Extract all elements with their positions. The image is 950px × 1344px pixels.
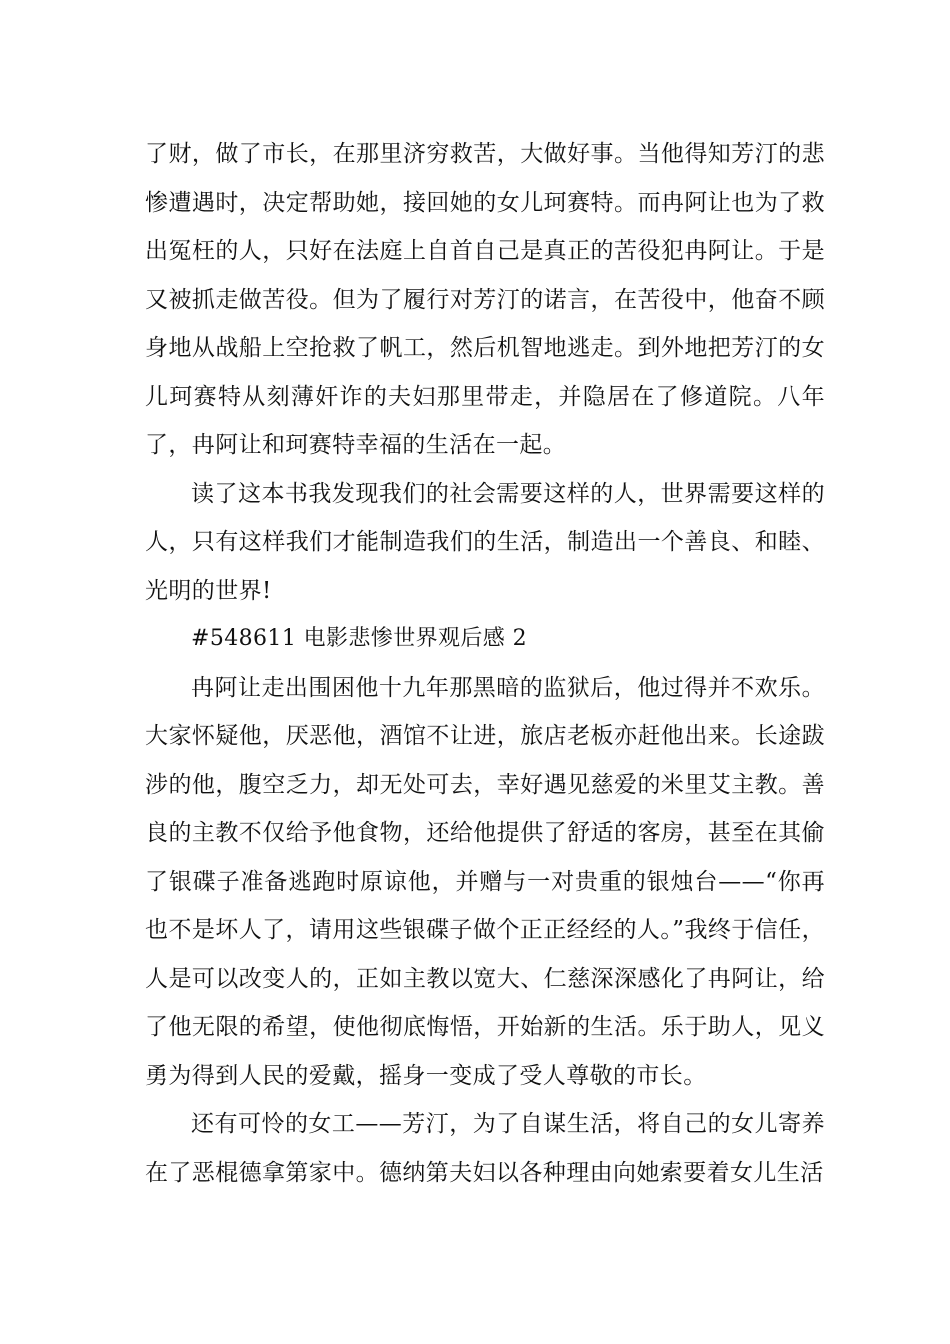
document-page (145, 130, 825, 1197)
paragraph-reflection: 读了这本书我发现我们的社会需要这样的人，世界需要这样的人，只有这样我们才能制造我们的生活，制造出一个善良、和睦、光明的世界! (145, 480, 825, 604)
paragraph-jean-valjean: 冉阿让走出围困他十九年那黑暗的监狱后，他过得并不欢乐。大家怀疑他，厌恶他，酒馆不让进，旅店老板亦赶他出来。长途跋涉的他，腹空乏力，却无处可去，幸好遇见慈爱的米里艾主教。善良的主教不仅给予他食物，还给他提供了舒适的客房，甚至在其偷了银碟子准备逃跑时原谅他，并赠与一对贵重的银烛台——“你再也不是坏人了，请用这些银碟子做个正正经经的人。”我终于信任，人是可以改变人的，正如主教以宽大、仁慈深深感化了冉阿让，给了他无限的希望，使他彻底悔悟，开始新的生活。乐于助人，见义勇为得到人民的爱戴，摇身一变成了受人尊敬的市长。 (145, 674, 825, 1089)
paragraph-continuation: 了财，做了市长，在那里济穷救苦，大做好事。当他得知芳汀的悲惨遭遇时，决定帮助她，接回她的女儿珂赛特。而冉阿让也为了救出冤枉的人，只好在法庭上自首自己是真正的苦役犯冉阿让。于是又被抓走做苦役。但为了履行对芳汀的诺言，在苦役中，他奋不顾身地从战船上空抢救了帆工，然后机智地逃走。到外地把芳汀的女儿珂赛特从刻薄奸诈的夫妇那里带走，并隐居在了修道院。八年了，冉阿让和珂赛特幸福的生活在一起。 (145, 141, 825, 458)
section-heading: #548611 电影悲惨世界观后感 2 (191, 626, 527, 651)
paragraph-fantine: 还有可怜的女工——芳汀，为了自谋生活，将自己的女儿寄养在了恶棍德拿第家中。德纳第夫妇以各种理由向她索要着女儿生活 (145, 1111, 825, 1186)
